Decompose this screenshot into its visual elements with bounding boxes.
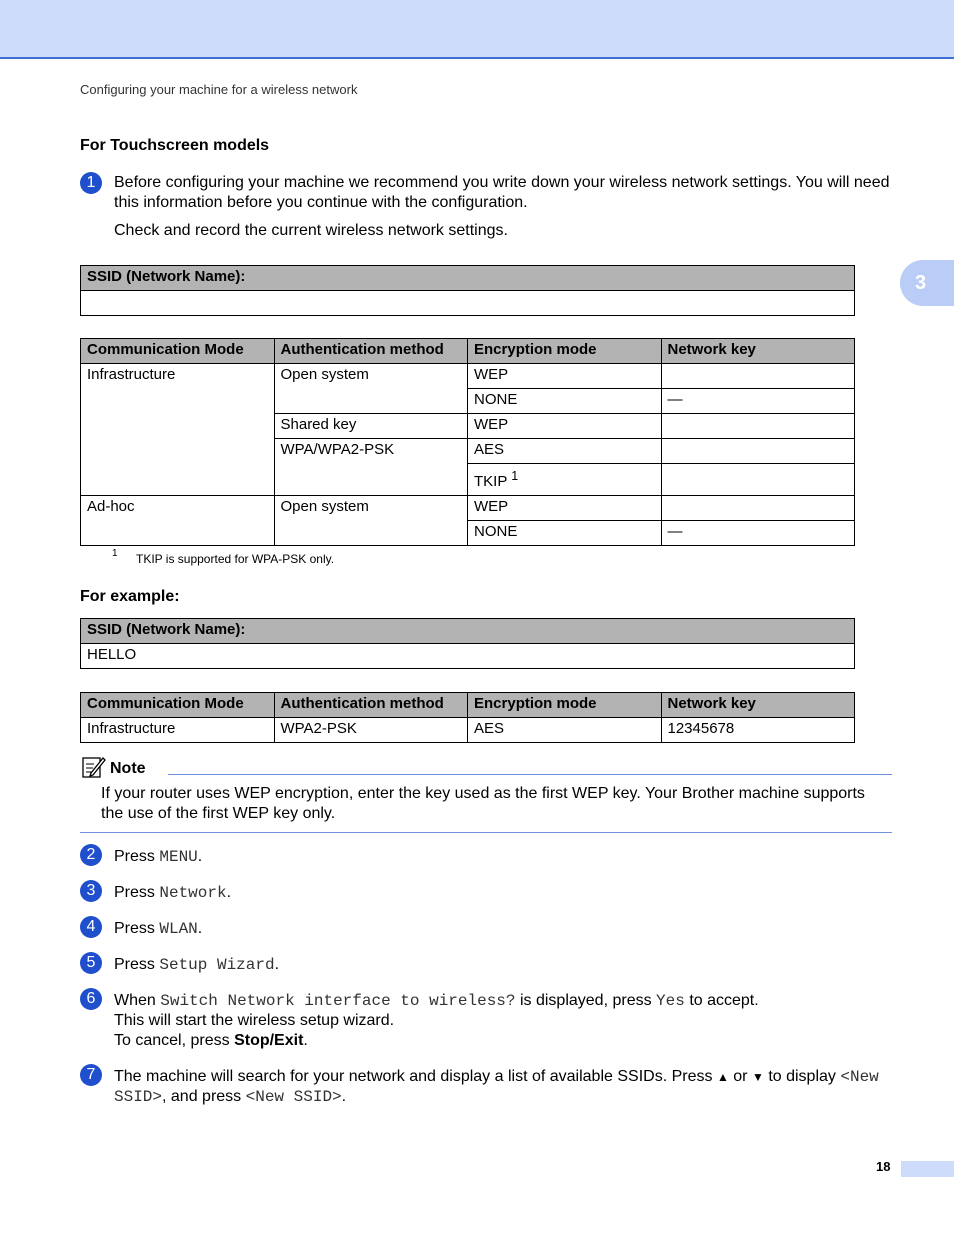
step-2-text (114, 847, 894, 867)
chapter-tab[interactable]: 3 (900, 260, 954, 306)
step-text: or (733, 1068, 748, 1085)
note-pencil-icon (82, 755, 106, 779)
step-number-1: 1 (80, 172, 102, 194)
table-cell: WPA2-PSK (274, 718, 468, 743)
cell-dash: — (661, 389, 855, 414)
step-number-2: 2 (80, 844, 102, 866)
step-text: When (114, 992, 156, 1009)
header-bar (0, 0, 954, 59)
punctuation: . (341, 1088, 347, 1105)
tkip-footnote-ref[interactable]: 1 (511, 469, 519, 483)
col-header: Communication Mode (81, 339, 275, 364)
cell-wep: WEP (468, 414, 662, 439)
step-text: Press (114, 884, 155, 901)
cell-tkip (468, 464, 662, 496)
punctuation: . (197, 848, 203, 865)
footnote (112, 548, 335, 566)
note-bottom-divider (80, 832, 892, 833)
cell-none: NONE (468, 521, 662, 546)
punctuation: . (274, 956, 280, 973)
note-divider (168, 774, 892, 775)
step-number-7: 7 (80, 1064, 102, 1086)
col-header: Network key (661, 693, 855, 718)
cell-shared-key: Shared key (274, 414, 468, 439)
col-header: Encryption mode (468, 693, 662, 718)
table-cell: AES (468, 718, 662, 743)
ssid-value-cell: HELLO (81, 644, 855, 669)
ssid-value-cell (81, 291, 855, 316)
step-6-line2: This will start the wireless setup wizard. (114, 1012, 395, 1029)
page-number: 18 (876, 1159, 891, 1174)
step-number-3: 3 (80, 880, 102, 902)
step-6-text (114, 991, 894, 1051)
switch-message: Switch Network interface to wireless? (160, 992, 516, 1010)
section-title: For Touchscreen models (80, 137, 270, 154)
footnote-text: TKIP is supported for WPA-PSK only. (136, 552, 335, 566)
step-5-text (114, 955, 894, 975)
cell-key (661, 414, 855, 439)
col-header: Network key (661, 339, 855, 364)
table-cell: Infrastructure (81, 718, 275, 743)
cell-adhoc: Ad-hoc (81, 496, 275, 546)
breadcrumb: Configuring your machine for a wireless network (80, 82, 358, 97)
cell-none: NONE (468, 389, 662, 414)
footnote-number: 1 (112, 548, 118, 559)
stop-exit-key: Stop/Exit (234, 1032, 304, 1049)
cell-aes: AES (468, 439, 662, 464)
yes-key: Yes (656, 992, 685, 1010)
punctuation: . (197, 920, 203, 937)
step-number-5: 5 (80, 952, 102, 974)
step-1-text: Before configuring your machine we recommend you write down your wireless network settings. You will need this information before you continue with the configuration. (114, 174, 890, 211)
up-arrow-icon: ▲ (716, 1070, 729, 1084)
cell-key (661, 364, 855, 389)
ssid-header: SSID (Network Name): (81, 266, 855, 291)
example-mode-table (80, 692, 855, 743)
col-header: Authentication method (274, 339, 468, 364)
step-3-text (114, 883, 894, 903)
step-text: is displayed, press (519, 992, 652, 1009)
cell-open-system: Open system (274, 364, 468, 414)
mode-record-table (80, 338, 855, 546)
example-title: For example: (80, 588, 180, 605)
wlan-key: WLAN (159, 920, 198, 938)
step-text: The machine will search for your network and display a list of available SSIDs. Press (114, 1068, 713, 1085)
step-7-text (114, 1067, 894, 1107)
tkip-label: TKIP (474, 473, 508, 490)
cell-wep: WEP (468, 364, 662, 389)
cell-dash: — (661, 521, 855, 546)
cell-key (661, 496, 855, 521)
step-text: , and press (162, 1088, 242, 1105)
setup-wizard-key: Setup Wizard (159, 956, 275, 974)
new-ssid-option: <New SSID> (245, 1088, 342, 1106)
col-header: Communication Mode (81, 693, 275, 718)
punctuation: . (303, 1032, 308, 1049)
down-arrow-icon: ▼ (751, 1070, 764, 1084)
step-4-text (114, 919, 894, 939)
step-1-subtext: Check and record the current wireless network settings. (114, 222, 508, 239)
col-header: Encryption mode (468, 339, 662, 364)
step-number-4: 4 (80, 916, 102, 938)
menu-key: MENU (159, 848, 198, 866)
step-text: to accept. (689, 992, 759, 1009)
table-cell: 12345678 (661, 718, 855, 743)
cell-key (661, 464, 855, 496)
step-number-6: 6 (80, 988, 102, 1010)
punctuation: . (226, 884, 232, 901)
note-label: Note (110, 760, 146, 777)
note-header (80, 755, 892, 777)
example-ssid-table (80, 618, 855, 669)
step-text: To cancel, press (114, 1032, 230, 1049)
note-text: If your router uses WEP encryption, enter the key used as the first WEP key. Your Brother machine supports the use of the first WEP key only. (101, 785, 865, 822)
ssid-record-table (80, 265, 855, 316)
cell-open-system: Open system (274, 496, 468, 546)
step-text: Press (114, 848, 155, 865)
cell-wep: WEP (468, 496, 662, 521)
step-text: to display (768, 1068, 836, 1085)
step-text: Press (114, 956, 155, 973)
col-header: Authentication method (274, 693, 468, 718)
cell-key (661, 439, 855, 464)
cell-wpa: WPA/WPA2-PSK (274, 439, 468, 496)
ssid-header: SSID (Network Name): (81, 619, 855, 644)
cell-infrastructure: Infrastructure (81, 364, 275, 496)
new-ssid-option: <New SSID> (114, 1068, 879, 1106)
page-number-bar (901, 1161, 954, 1177)
step-text: Press (114, 920, 155, 937)
network-key: Network (159, 884, 227, 902)
